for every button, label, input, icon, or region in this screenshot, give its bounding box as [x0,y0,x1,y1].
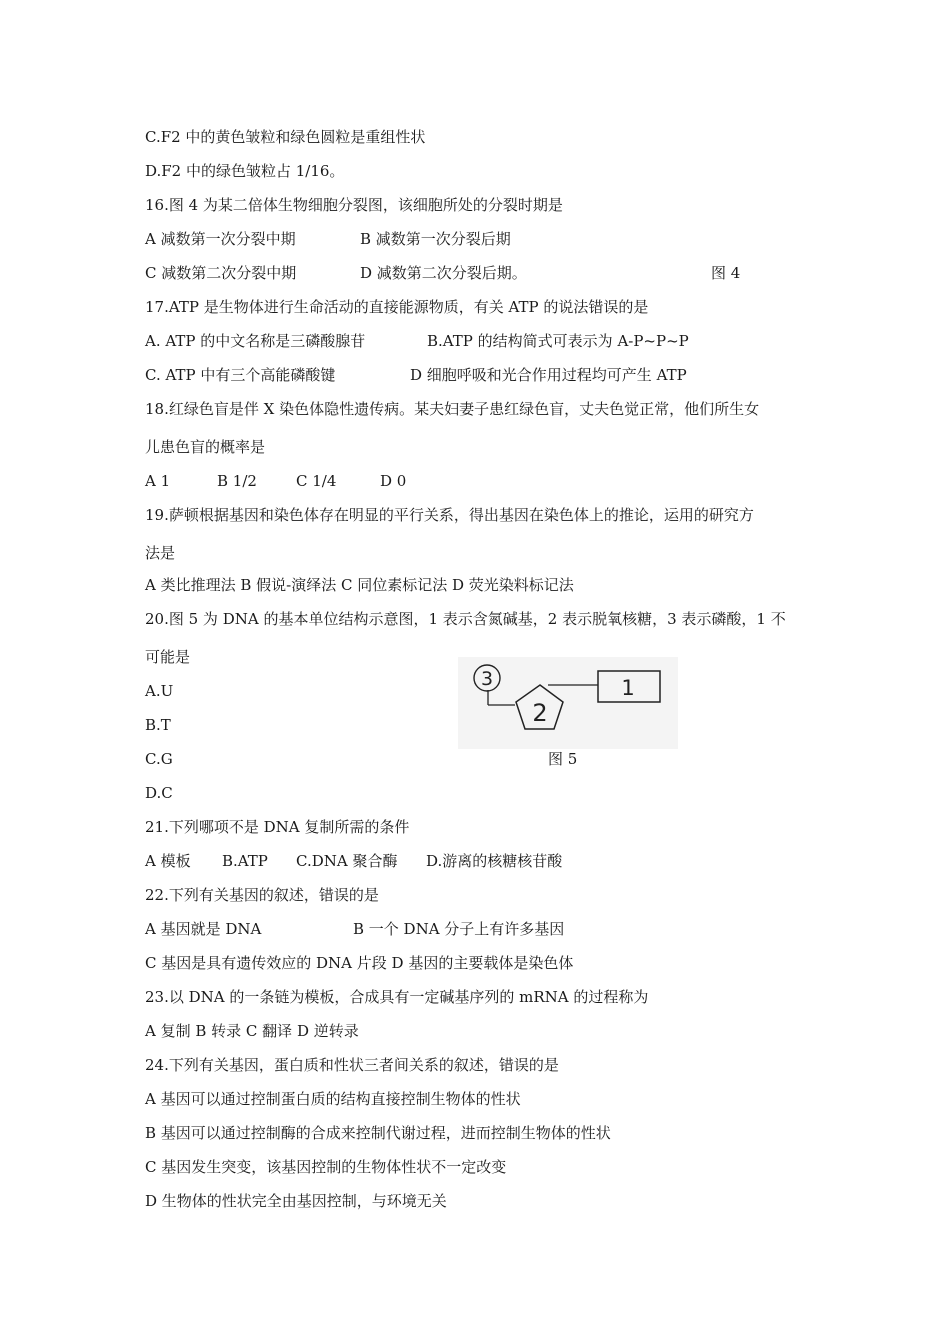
figure-4-caption: 图 4 [711,264,741,282]
options-23: A 复制 B 转录 C 翻译 D 逆转录 [145,1022,359,1040]
option-16a: A 减数第一次分裂中期 [145,230,296,248]
option-17a: A. ATP 的中文名称是三磷酸腺苷 [145,332,366,350]
option-20d: D.C [145,784,173,802]
option-24a: A 基因可以通过控制蛋白质的结构直接控制生物体的性状 [145,1090,521,1108]
question-20-line2: 可能是 [145,648,191,666]
question-18-line2: 儿患色盲的概率是 [145,438,266,456]
option-20b: B.T [145,716,171,734]
question-17: 17.ATP 是生物体进行生命活动的直接能源物质，有关 ATP 的说法错误的是 [145,298,649,316]
option-21c: C.DNA 聚合酶 [296,852,398,870]
option-18a: A 1 [145,472,171,490]
figure-5-caption: 图 5 [548,750,578,768]
question-18-line1: 18.红绿色盲是伴 X 染色体隐性遗传病。某夫妇妻子患红绿色盲，丈夫色觉正常，他们所生女 [145,400,760,418]
option-16b: B 减数第一次分裂后期 [360,230,511,248]
option-15d: D.F2 中的绿色皱粒占 1/16。 [145,162,345,180]
option-21a: A 模板 [145,852,191,870]
deoxyribose-label: 2 [532,699,548,727]
option-17b: B.ATP 的结构简式可表示为 A-P~P~P [427,332,689,350]
base-label: 1 [621,676,635,700]
option-18b: B 1/2 [217,472,257,490]
figure-5-nucleotide-diagram [458,657,678,749]
option-21d: D.游离的核糖核苷酸 [426,852,563,870]
options-19: A 类比推理法 B 假说-演绎法 C 同位素标记法 D 荧光染料标记法 [145,576,574,594]
option-20a: A.U [145,682,174,700]
option-21b: B.ATP [222,852,268,870]
question-19-line1: 19.萨顿根据基因和染色体存在明显的平行关系，得出基因在染色体上的推论，运用的研究方 [145,506,754,524]
question-21: 21.下列哪项不是 DNA 复制所需的条件 [145,818,410,836]
question-16: 16.图 4 为某二倍体生物细胞分裂图，该细胞所处的分裂时期是 [145,196,563,214]
option-18d: D 0 [380,472,407,490]
question-23: 23.以 DNA 的一条链为模板，合成具有一定碱基序列的 mRNA 的过程称为 [145,988,649,1006]
option-22a: A 基因就是 DNA [145,920,262,938]
option-24d: D 生物体的性状完全由基因控制，与环境无关 [145,1192,447,1210]
question-20-line1: 20.图 5 为 DNA 的基本单位结构示意图，1 表示含氮碱基，2 表示脱氧核糖，3 表示磷酸，1 不 [145,610,786,628]
option-16d: D 减数第二次分裂后期。 [360,264,527,282]
question-19-line2: 法是 [145,544,176,562]
option-15c: C.F2 中的黄色皱粒和绿色圆粒是重组性状 [145,128,426,146]
option-17c: C. ATP 中有三个高能磷酸键 [145,366,336,384]
option-18c: C 1/4 [296,472,337,490]
option-24b: B 基因可以通过控制酶的合成来控制代谢过程，进而控制生物体的性状 [145,1124,611,1142]
option-17d: D 细胞呼吸和光合作用过程均可产生 ATP [410,366,687,384]
phosphate-label: 3 [480,668,494,690]
question-24: 24.下列有关基因，蛋白质和性状三者间关系的叙述，错误的是 [145,1056,559,1074]
options-22-cd: C 基因是具有遗传效应的 DNA 片段 D 基因的主要载体是染色体 [145,954,574,972]
option-16c: C 减数第二次分裂中期 [145,264,297,282]
option-20c: C.G [145,750,173,768]
question-22: 22.下列有关基因的叙述，错误的是 [145,886,379,904]
option-22b: B 一个 DNA 分子上有许多基因 [353,920,565,938]
option-24c: C 基因发生突变，该基因控制的生物体性状不一定改变 [145,1158,507,1176]
nucleotide-svg [458,657,678,749]
